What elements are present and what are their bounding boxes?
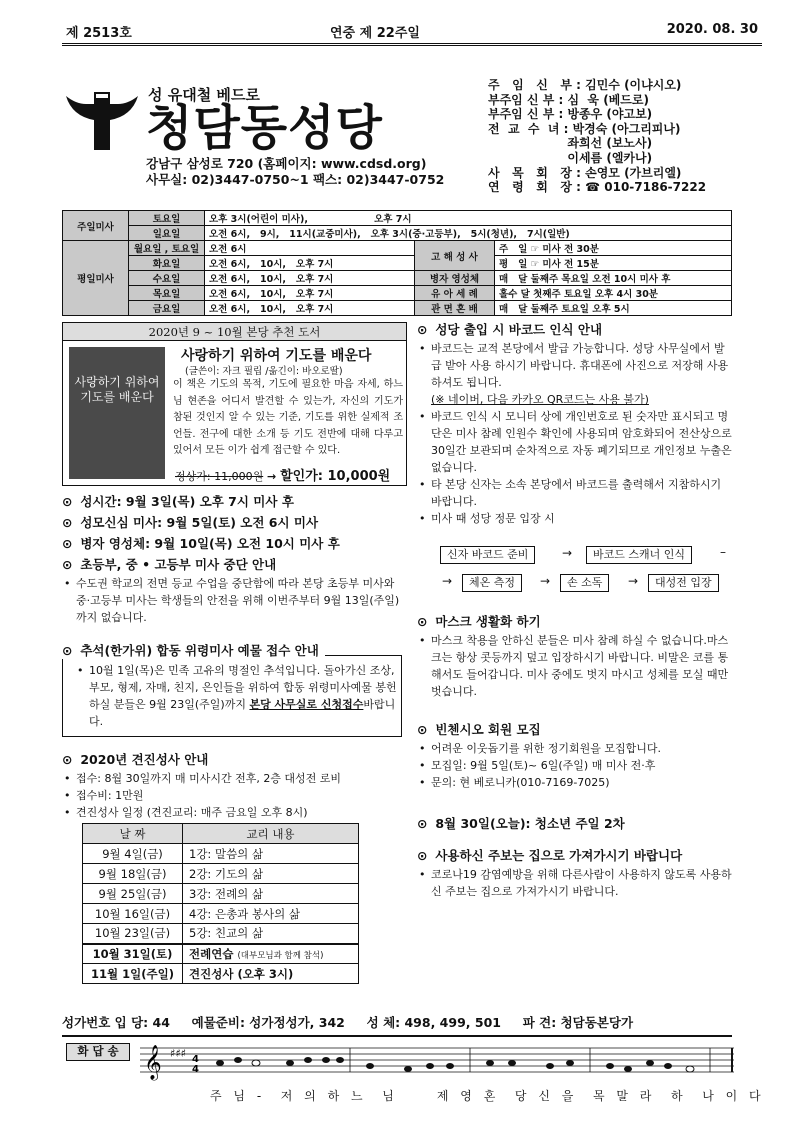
mass-times: 오전 6시, 10시, 오후 7시 xyxy=(205,286,415,301)
circle-dot-icon: ⊙ xyxy=(62,494,73,509)
list-item: • 접수비: 1만원 xyxy=(62,787,407,804)
table-row: 10월 31일(토) 전례연습 (대부모님과 함께 참석) xyxy=(83,944,359,964)
list-item: • 견진성사 일정 (견진교리: 매주 금요일 오후 8시) xyxy=(62,804,407,821)
weekday-mass-label: 평일미사 xyxy=(63,241,129,316)
entry-flow xyxy=(432,542,727,600)
confession-time: 평 일 ☞ 미사 전 15분 xyxy=(495,256,732,271)
book-title: 사랑하기 위하여 기도를 배운다 xyxy=(181,348,372,364)
svg-text:4: 4 xyxy=(192,1054,199,1065)
circle-dot-icon: ⊙ xyxy=(62,643,73,658)
barcode-p1: • 바코드는 교적 본당에서 발급 가능합니다. 성당 사무실에서 발급 받아 사용 하시기 바랍니다. 휴대폰에 사진으로 저장해 사용하셔도 됩니다. xyxy=(417,340,732,391)
youth-mass-text: • 수도권 학교의 전면 등교 수업을 중단함에 따라 본당 초등부 미사와 중·고등부 미사는 학생들의 안전을 위해 이번주부터 9월 13일(주일)까지 없습니다. xyxy=(62,575,402,626)
mass-day: 목요일 xyxy=(129,286,205,301)
mass-day: 화요일 xyxy=(129,256,205,271)
youth-sunday-row xyxy=(417,814,625,832)
parish-contact: 사무실: 02)3447-0750~1 팩스: 02)3447-0752 xyxy=(146,172,445,187)
mass-day: 금요일 xyxy=(129,301,205,316)
mass-times: 오전 6시 xyxy=(205,241,415,256)
sacrament-time: 매 달 둘째주 토요일 오후 5시 xyxy=(495,301,732,316)
book-price-new: 할인가: 10,000원 xyxy=(280,469,391,484)
flow-step: 체온 측정 xyxy=(462,574,522,592)
book-author: (글쓴이: 자크 필립 /옮긴이: 바오로딸) xyxy=(185,366,343,377)
confirmation-section xyxy=(62,750,407,821)
staff-row: 좌희선 (보노사) xyxy=(488,136,653,151)
circle-dot-icon: ⊙ xyxy=(417,816,428,831)
table-row: 11월 1일(주일) 견진성사 (오후 3시) xyxy=(83,964,359,984)
mass-times: 오전 6시, 9시, 11시(교중미사), 오후 3시(중·고등부), 5시(청년), 7시(일반) xyxy=(205,226,732,241)
table-row: 9월 4일(금) 1강: 말씀의 삶 xyxy=(83,844,359,864)
left-notices xyxy=(62,492,407,626)
staff-row: 주 임 신 부 : 김민수 (이냐시오) xyxy=(488,78,682,92)
price-arrow: → xyxy=(267,470,277,483)
list-item: • 접수: 8월 30일까지 매 미사시간 전후, 2층 대성전 로비 xyxy=(62,770,407,787)
liturgical-season: 연중 제 22주일 xyxy=(330,26,420,41)
book-price-old: 정상가: 11,000원 xyxy=(175,470,264,483)
parish-logo-icon xyxy=(66,92,138,152)
mass-day: 수요일 xyxy=(129,271,205,286)
mass-day: 월요일 , 토요일 xyxy=(129,241,205,256)
hymn-numbers: 성가번호 입 당: 44 예물준비: 성가정성가, 342 성 체: 498, 499, 501 파 견: 청담동본당가 xyxy=(62,1013,732,1037)
table-row: 9월 18일(금) 2강: 기도의 삶 xyxy=(83,864,359,884)
arrow-right-icon: → xyxy=(562,546,573,560)
notice-marian-mass: ⊙ 성모신심 미사: 9월 5일(토) 오전 6시 미사 xyxy=(62,515,319,530)
chuseok-box xyxy=(62,655,402,737)
dash-icon: – xyxy=(720,545,726,559)
parish-address: 강남구 삼성로 720 (홈페이지: www.cdsd.org) xyxy=(146,156,427,171)
circle-dot-icon: ⊙ xyxy=(62,752,73,767)
chuseok-text: • 10월 1일(목)은 민족 고유의 명절인 추석입니다. 돌아가신 조상, 부모, 형제, 자매, 친지, 은인들을 위하여 합동 위령미사예물 봉헌하실 분들은 9월 23일(주일)까지 본당 사무실로 신청접수바랍니다. xyxy=(75,662,401,730)
mass-times: 오후 3시(어린이 미사), 오후 7시 xyxy=(205,211,732,226)
staff-list xyxy=(488,78,706,195)
responsorial-psalm-label: 화 답 송 xyxy=(66,1043,130,1061)
sacrament-time: 매 달 둘째주 목요일 오전 10시 미사 후 xyxy=(495,271,732,286)
arrow-right-icon: → xyxy=(442,574,453,588)
svg-text:♯♯♯: ♯♯♯ xyxy=(170,1047,186,1060)
circle-dot-icon: ⊙ xyxy=(62,536,73,551)
mass-schedule-table xyxy=(62,210,732,316)
col-header-date: 날 짜 xyxy=(83,824,183,844)
mass-day: 토요일 xyxy=(129,211,205,226)
sunday-mass-label: 주일미사 xyxy=(63,211,129,241)
arrow-right-icon: → xyxy=(540,574,551,588)
arrow-right-icon: → xyxy=(628,574,639,588)
masthead-bar xyxy=(62,18,762,46)
confirmation-title: 2020년 견진성사 안내 xyxy=(80,752,209,767)
youth-sunday: 8월 30일(오늘): 청소년 주일 2차 xyxy=(435,816,625,831)
barcode-title-row xyxy=(417,320,732,340)
mass-times: 오전 6시, 10시, 오후 7시 xyxy=(205,301,415,316)
circle-dot-icon: ⊙ xyxy=(417,722,428,737)
sacrament-label: 관 면 혼 배 xyxy=(415,301,495,316)
table-row: 10월 23일(금) 5강: 친교의 삶 xyxy=(83,924,359,944)
recommended-book-box xyxy=(62,322,407,486)
confession-time: 주 일 ☞ 미사 전 30분 xyxy=(495,241,732,256)
confirmation-title-row xyxy=(62,750,407,770)
vincent-title-row xyxy=(417,720,732,740)
staff-row: 전 교 수 녀 : 박경숙 (아그리피나) xyxy=(488,121,681,136)
notice-sick-communion: ⊙ 병자 영성체: 9월 10일(목) 오전 10시 미사 후 xyxy=(62,536,340,551)
music-staff-icon xyxy=(140,1040,734,1084)
mass-day: 일요일 xyxy=(129,226,205,241)
flow-step: 대성전 입장 xyxy=(648,574,719,592)
circle-dot-icon: ⊙ xyxy=(62,557,73,572)
parish-address-block xyxy=(146,156,444,188)
bulletin-text: • 코로나19 감염예방을 위해 다른사람이 사용하지 않도록 사용하신 주보는 집으로 가져가시기 바랍니다. xyxy=(417,866,732,900)
vincent-section xyxy=(417,720,732,791)
circle-dot-icon: ⊙ xyxy=(417,848,428,863)
bulletin-date: 2020. 08. 30 xyxy=(666,22,758,37)
sacrament-label: 유 아 세 례 xyxy=(415,286,495,301)
chuseok-title-row xyxy=(62,641,325,659)
staff-row: 이세름 (엘카나) xyxy=(488,150,653,165)
svg-text:4: 4 xyxy=(192,1064,199,1075)
staff-row: 사 목 회 장 : 손영모 (가브리엘) xyxy=(488,165,682,180)
book-box-header: 2020년 9 ~ 10월 본당 추천 도서 xyxy=(63,323,406,341)
book-cover-image: 사랑하기 위하여 기도를 배운다 xyxy=(69,347,165,479)
confession-label: 고 해 성 사 xyxy=(415,241,495,271)
book-price xyxy=(175,465,390,484)
bulletin-title: 사용하신 주보는 집으로 가져가시기 바랍니다 xyxy=(435,848,683,863)
barcode-section xyxy=(417,320,732,527)
issue-number: 제 2513호 xyxy=(66,26,132,41)
circle-dot-icon: ⊙ xyxy=(417,322,428,337)
barcode-note: (※ 네이버, 다음 카카오 QR코드는 사용 불가) xyxy=(431,393,649,406)
bulletin-section xyxy=(417,846,732,900)
flow-step: 바코드 스캐너 인식 xyxy=(586,546,692,564)
table-row: 9월 25일(금) 3강: 전례의 삶 xyxy=(83,884,359,904)
mass-times: 오전 6시, 10시, 오후 7시 xyxy=(205,256,415,271)
staff-row: 연 령 회 장 : ☎ 010-7186-7222 xyxy=(488,180,707,195)
mass-times: 오전 6시, 10시, 오후 7시 xyxy=(205,271,415,286)
staff-row: 부주임 신 부 : 심 욱 (베드로) xyxy=(488,92,649,107)
psalm-lyrics: 주 님 - 저 의 하 느 님 제 영 혼 당 신 을 목 말 라 하 나 이 다 xyxy=(210,1089,765,1103)
barcode-p2: • 바코드 인식 시 모니터 상에 개인번호로 된 숫자만 표시되고 명단은 미사 참례 인원수 확인에 사용되며 암호화되어 전산상으로 30일간 보관되며 순차적으로 자동 폐기되므로 개인정보 누출은 없습니다. xyxy=(417,408,732,476)
list-item: • 모집일: 9월 5일(토)~ 6일(주일) 매 미사 전·후 xyxy=(417,757,732,774)
mask-title: 마스크 생활화 하기 xyxy=(435,614,541,629)
chuseok-title: 추석(한가위) 합동 위령미사 예물 접수 안내 xyxy=(80,643,319,658)
flow-step: 손 소독 xyxy=(560,574,609,592)
parish-name: 청담동성당 xyxy=(146,100,383,156)
notice-youth-mass: ⊙ 초등부, 중 • 고등부 미사 중단 안내 xyxy=(62,557,277,572)
flow-step: 신자 바코드 준비 xyxy=(440,546,535,564)
mask-title-row xyxy=(417,612,732,632)
table-row: 10월 16일(금) 4강: 은총과 봉사의 삶 xyxy=(83,904,359,924)
list-item: • 문의: 현 베로니카(010-7169-7025) xyxy=(417,774,732,791)
sacrament-label: 병자 영성체 xyxy=(415,271,495,286)
barcode-title: 성당 출입 시 바코드 인식 안내 xyxy=(435,322,603,337)
mask-section xyxy=(417,612,732,700)
parish-patron: 성 유대철 베드로 xyxy=(148,86,260,104)
col-header-content: 교리 내용 xyxy=(183,824,359,844)
circle-dot-icon: ⊙ xyxy=(417,614,428,629)
svg-text:𝄞: 𝄞 xyxy=(144,1045,162,1080)
mask-text: • 마스크 착용을 안하신 분들은 미사 참례 하실 수 없습니다.마스크는 항상 콧등까지 덮고 입장하시기 바랍니다. 비말은 코를 통해서도 들어갑니다. 미사 중에도 벗지 마시고 성체를 모실 때만 벗습니다. xyxy=(417,632,732,700)
list-item: • 어려운 이웃돕기를 위한 정기회원을 모집합니다. xyxy=(417,740,732,757)
staff-row: 부주임 신 부 : 방종우 (야고보) xyxy=(488,107,653,122)
bulletin-title-row xyxy=(417,846,732,866)
circle-dot-icon: ⊙ xyxy=(62,515,73,530)
sacrament-time: 홀수 달 첫째주 토요일 오후 4시 30분 xyxy=(495,286,732,301)
notice-holy-hour: ⊙ 성시간: 9월 3일(목) 오후 7시 미사 후 xyxy=(62,494,294,509)
confirmation-schedule-table xyxy=(82,823,359,984)
vincent-title: 빈첸시오 회원 모집 xyxy=(435,722,541,737)
book-description: 이 책은 기도의 목적, 기도에 필요한 마음 자세, 하느님 현존을 어디서 발견할 수 있는가, 자신의 기도가 참된 것인지 알 수 있는 기준, 기도를 위한 실제적 조언들. 전구에 대한 소개 등 기도 전반에 대해 다루고 있어서 모든 이가 쉽게 접근할 수 있다. xyxy=(173,379,403,456)
barcode-p3: • 타 본당 신자는 소속 본당에서 바코드를 출력해서 지참하시기 바랍니다. xyxy=(417,476,732,510)
barcode-p4: • 미사 때 성당 정문 입장 시 xyxy=(417,510,732,527)
